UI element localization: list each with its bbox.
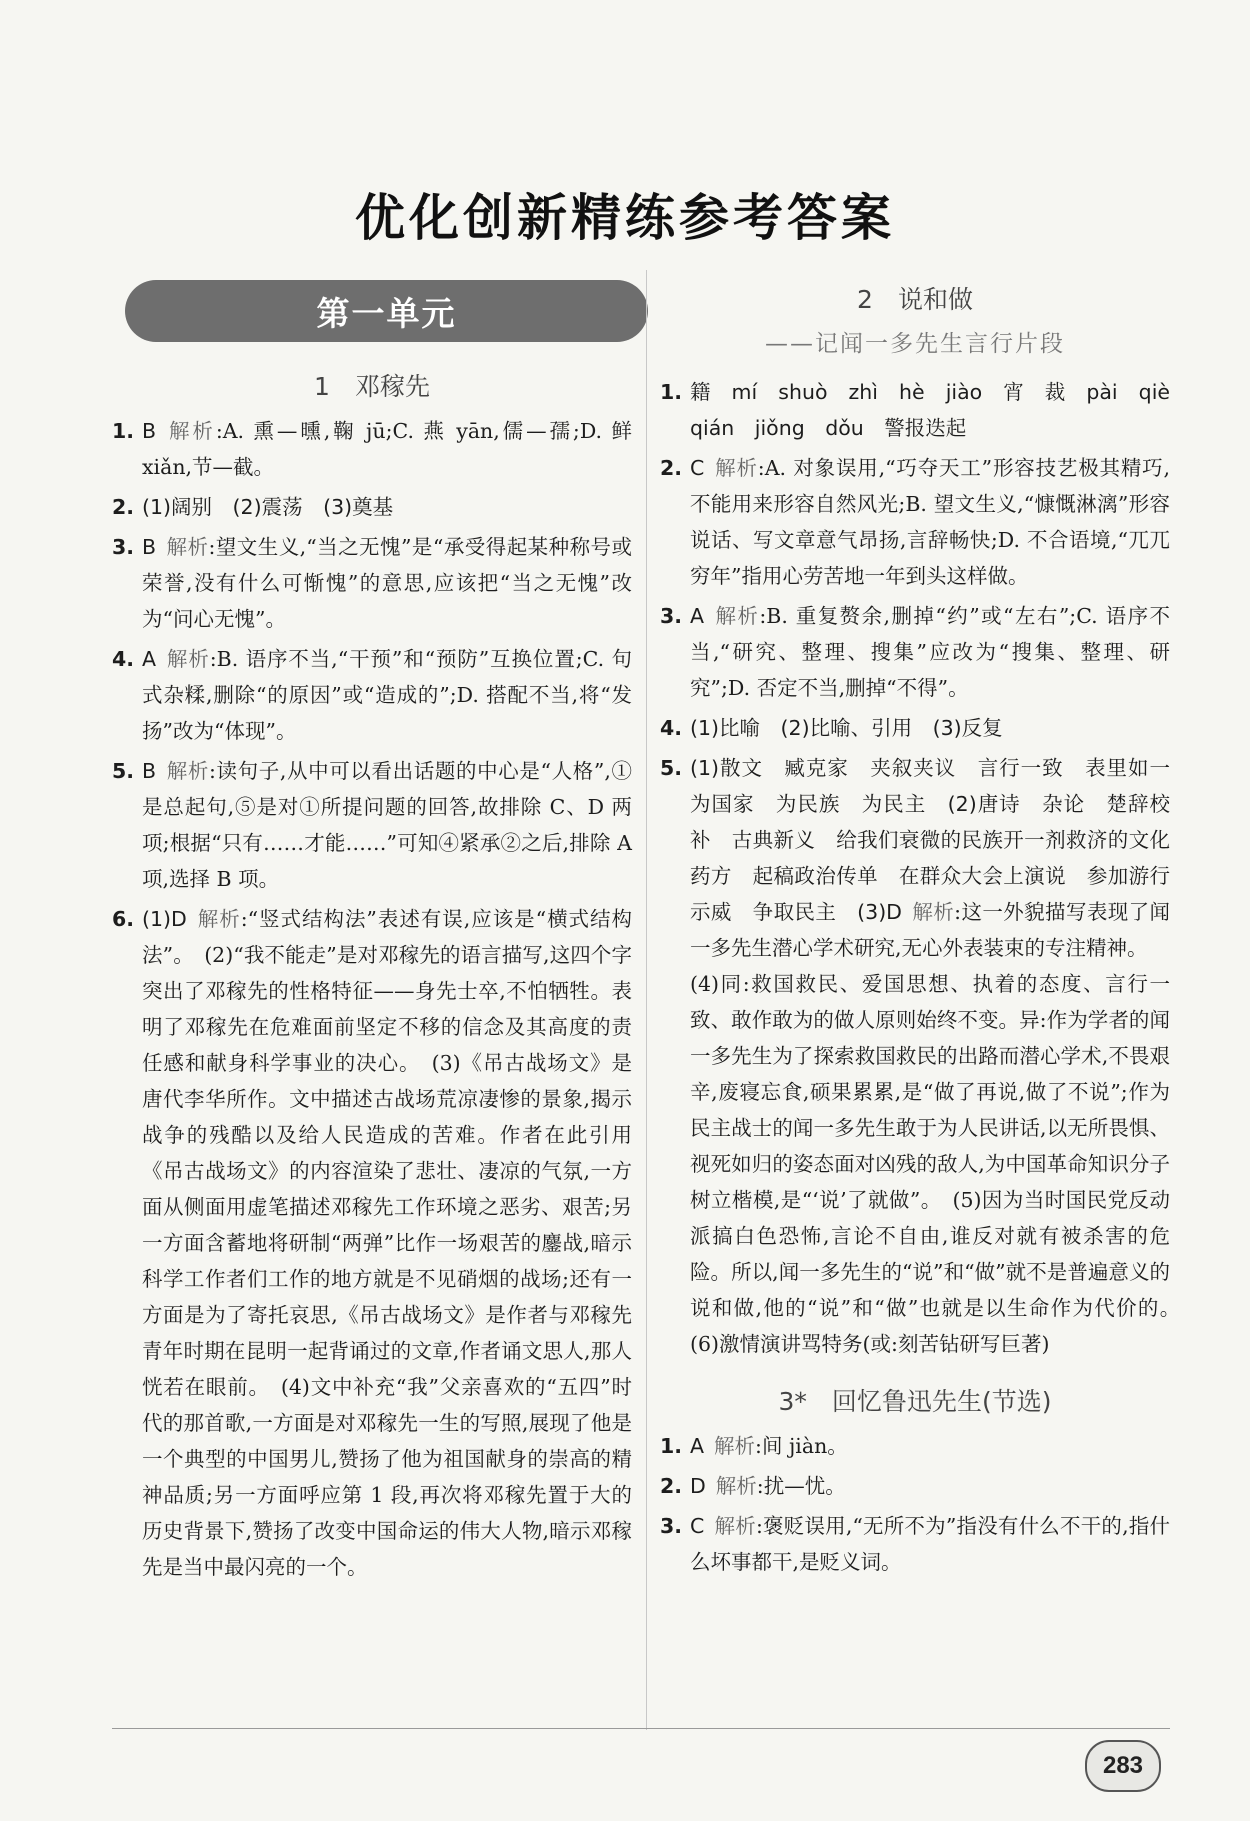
answer-item xyxy=(660,1508,1170,1580)
explain-label: 解析 xyxy=(166,535,209,559)
answer-item xyxy=(112,529,632,637)
item-text xyxy=(142,901,632,1585)
answer-list xyxy=(112,413,632,1585)
answer-item xyxy=(660,598,1170,706)
explain-text: :扰—忧。 xyxy=(756,1474,846,1498)
answer-item xyxy=(112,753,632,897)
answer-item xyxy=(112,641,632,749)
item-text xyxy=(142,641,632,749)
explain-label: 解析 xyxy=(196,907,241,931)
answer-choice: B xyxy=(142,759,157,783)
explain-text: :望文生义,“当之无愧”是“承受得起某种称号或荣誉,没有什么可惭愧”的意思,应该把“当之无愧”改为“问心无愧”。 xyxy=(142,535,632,631)
unit-banner: 第一单元 xyxy=(125,280,648,342)
item-number: 2. xyxy=(112,495,135,519)
item-text xyxy=(690,374,1191,446)
item-text xyxy=(690,710,1170,746)
item-number: 1. xyxy=(112,419,135,443)
section-title: 2 说和做 xyxy=(857,285,973,314)
answer-item xyxy=(112,901,632,1585)
explain-text: :褒贬误用,“无所不为”指没有什么不干的,指什么坏事都干,是贬义词。 xyxy=(690,1514,1171,1574)
section-title: 3* 回忆鲁迅先生(节选) xyxy=(778,1387,1052,1416)
explain-label: 解析 xyxy=(714,456,758,480)
item-text xyxy=(690,450,1170,594)
answer-item xyxy=(112,489,632,525)
section-title: 1 邓稼先 xyxy=(314,372,430,401)
explain-text: :读句子,从中可以看出话题的中心是“人格”,①是总起句,⑤是对①所提问题的回答,故排除 C、D 两项;根据“只有……才能……”可知④紧承②之后,排除 A 项,选择 B 项。 xyxy=(142,759,633,891)
answer-choice: B xyxy=(142,535,157,559)
answer-item xyxy=(660,450,1170,594)
explain-text: :“竖式结构法”表述有误,应该是“横式结构法”。 (2)“我不能走”是对邓稼先的语言描写,这四个字突出了邓稼先的性格特征——身先士卒,不怕牺牲。表明了邓稼先在危难面前坚定不移的信念及其高度的责任感和献身科学事业的决心。 (3)《吊古战场文》是唐代李华所作。文中描述古战场荒凉凄惨的景象,揭示战争的残酷以及给人民造成的苦难。作者在此引用《吊古战场文》的内容渲染了悲壮、凄凉的气氛,一方面从侧面用虚笔描述邓稼先工作环境之恶劣、艰苦;另一方面含蓄地将研制“两弹”比作一场艰苦的鏖战,暗示科学工作者们工作的地方就是不见硝烟的战场;还有一方面是为了寄托哀思,《吊古战场文》是作者与邓稼先青年时期在昆明一起背诵过的文章,作者诵文思人,那人恍若在眼前。 (4)文中补充“我”父亲喜欢的“五四”时代的那首歌,一方面是对邓稼先一生的写照,展现了他是一个典型的中国男儿,赞扬了他为祖国献身的崇高的精神品质;另一方面呼应第 1 段,再次将邓稼先置于大的历史背景下,赞扬了改变中国命运的伟大人物,暗示邓稼先是当中最闪亮的一个。 xyxy=(142,907,632,1579)
item-text xyxy=(690,598,1170,706)
explain-label: 解析 xyxy=(166,419,216,443)
item-number: 3. xyxy=(660,1514,683,1538)
answer-choice: A xyxy=(142,647,157,671)
item-number: 1. xyxy=(660,1434,683,1458)
item-text xyxy=(690,1468,1170,1504)
explain-label: 解析 xyxy=(715,1474,757,1498)
explain-continued: (4)同:救国救民、爱国思想、执着的态度、言行一致、敢作敢为的做人原则始终不变。异:作为学者的闻一多先生为了探索救国救民的出路而潜心学术,不畏艰辛,废寝忘食,硕果累累,是“做了再说,做了不说”;作为民主战士的闻一多先生敢于为人民讲话,以无所畏惧、视死如归的姿态面对凶残的敌人,为中国革命知识分子树立楷模,是“‘说’了就做”。 (5)因为当时国民党反动派搞白色恐怖,言论不自由,谁反对就有被杀害的危险。所以,闻一多先生的“说”和“做”就不是普遍意义的说和做,他的“说”和“做”也就是以生命作为代价的。 (6)激情演讲骂特务(或:刻苦钻研写巨著) xyxy=(690,972,1191,1356)
item-number: 3. xyxy=(660,604,683,628)
answer-choice: 籍 mí shuò zhì hè jiào 宵 裁 pài qiè qián jiǒng dǒu 警报迭起 xyxy=(690,380,1191,440)
explain-label: 解析 xyxy=(714,1434,756,1458)
item-text xyxy=(690,1508,1170,1580)
item-number: 1. xyxy=(660,380,683,404)
explain-label: 解析 xyxy=(166,647,210,671)
page-number: 283 xyxy=(1085,1740,1161,1792)
explain-label: 解析 xyxy=(166,759,209,783)
answer-list xyxy=(660,374,1191,1362)
footer-rule xyxy=(112,1728,1170,1729)
item-text xyxy=(142,489,632,525)
explain-text: :间 jiàn。 xyxy=(755,1434,848,1458)
answer-item xyxy=(660,750,1191,1362)
item-number: 4. xyxy=(112,647,135,671)
explain-text: :B. 语序不当,“干预”和“预防”互换位置;C. 句式杂糅,删除“的原因”或“造成的”;D. 搭配不当,将“发扬”改为“体现”。 xyxy=(142,647,633,743)
spacer xyxy=(660,1366,1170,1380)
item-number: 2. xyxy=(660,456,683,480)
answer-choice: (1)阔别 (2)震荡 (3)奠基 xyxy=(142,495,394,519)
item-number: 6. xyxy=(112,907,135,931)
right-column xyxy=(660,278,1191,1584)
item-text xyxy=(690,1428,1170,1464)
explain-text: :这一外貌描写表现了闻一多先生潜心学术研究,无心外表装束的专注精神。 xyxy=(690,900,1171,960)
answer-choice: (1)D xyxy=(142,907,187,931)
answer-item xyxy=(660,710,1170,746)
explain-text: :A. 熏—曛,鞠 jū;C. 燕 yān,儒—孺;D. 鲜 xiǎn,节—截。 xyxy=(142,419,632,479)
page-title: 优化创新精练参考答案 xyxy=(355,189,895,247)
item-number: 5. xyxy=(660,756,683,780)
explain-text: :A. 对象误用,“巧夺天工”形容技艺极其精巧,不能用来形容自然风光;B. 望文生义,“慷慨淋漓”形容说话、写文章意气昂扬,言辞畅快;D. 不合语境,“兀兀穷年”指用心劳苦地一年到头这样做。 xyxy=(690,456,1170,588)
item-text xyxy=(142,529,632,637)
answer-choice: D xyxy=(690,1474,706,1498)
answer-item xyxy=(660,374,1191,446)
answer-choice: (1)散文 臧克家 夹叙夹议 言行一致 表里如一 为国家 为民族 为民主 (2)唐诗 杂论 楚辞校补 古典新义 给我们衰微的民族开一剂救济的文化药方 起稿政治传单 在群众大会上演说 参加游行示威 争取民主 (3)D xyxy=(690,756,1191,924)
answer-choice: B xyxy=(142,419,157,443)
answer-item xyxy=(660,1428,1170,1464)
answer-choice: (1)比喻 (2)比喻、引用 (3)反复 xyxy=(690,716,1003,740)
item-number: 5. xyxy=(112,759,135,783)
item-number: 4. xyxy=(660,716,683,740)
explain-label: 解析 xyxy=(911,900,955,924)
section-subtitle: ——记闻一多先生言行片段 xyxy=(765,331,1065,357)
column-divider xyxy=(646,270,647,1730)
answer-choice: A xyxy=(690,604,705,628)
item-text xyxy=(142,753,632,897)
item-text xyxy=(142,413,632,485)
answer-choice: C xyxy=(690,456,705,480)
answer-item xyxy=(660,1468,1170,1504)
answer-choice: A xyxy=(690,1434,705,1458)
explain-text: :B. 重复赘余,删掉“约”或“左右”;C. 语序不当,“研究、整理、搜集”应改为“搜集、整理、研究”;D. 否定不当,删掉“不得”。 xyxy=(690,604,1170,700)
explain-label: 解析 xyxy=(714,604,760,628)
explain-label: 解析 xyxy=(714,1514,756,1538)
item-text xyxy=(690,750,1191,1362)
item-number: 2. xyxy=(660,1474,683,1498)
answer-item xyxy=(112,413,632,485)
answer-choice: C xyxy=(690,1514,705,1538)
left-column xyxy=(112,365,632,1589)
item-number: 3. xyxy=(112,535,135,559)
answer-list xyxy=(660,1428,1170,1580)
